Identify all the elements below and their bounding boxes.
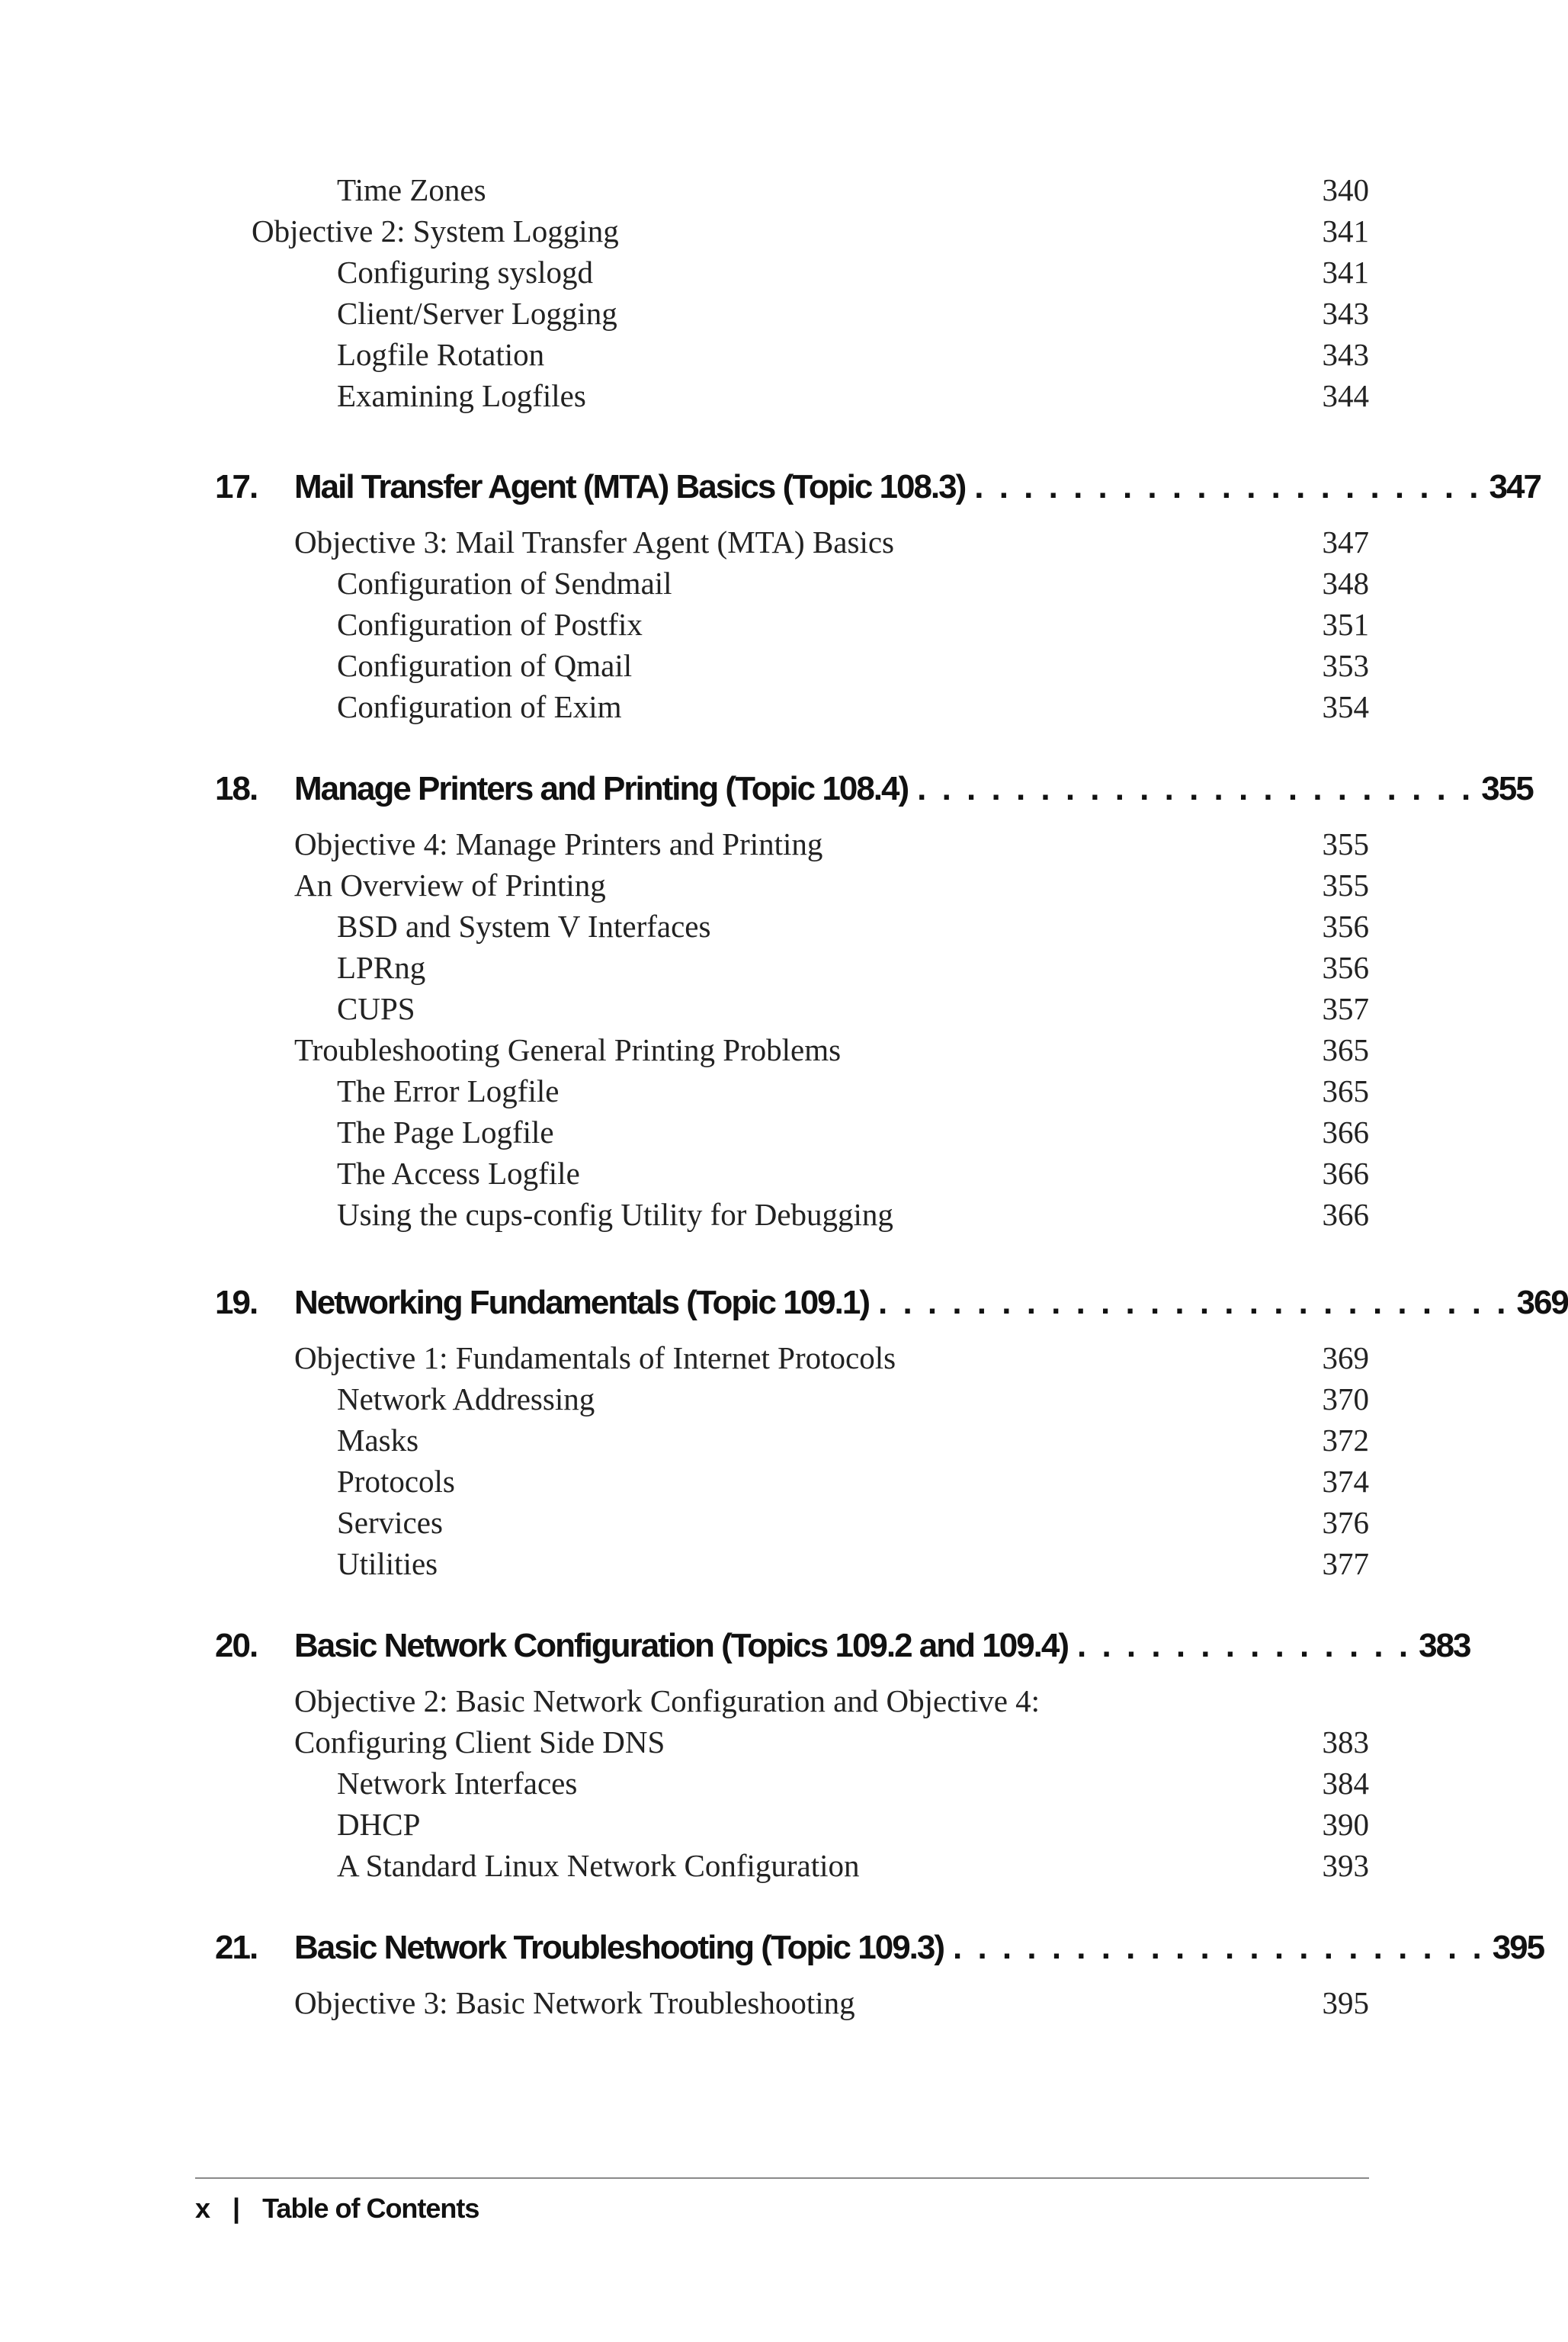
chapter-number: 17. [215,468,258,505]
chapter-title: Basic Network Configuration (Topics 109.2 and 109.4) [294,1627,1069,1664]
chapter-heading[interactable] [215,468,1541,521]
toc-entry-page: 343 [1322,337,1369,372]
toc-entry-page: 356 [1322,909,1369,944]
toc-entry[interactable] [294,252,1369,293]
toc-entry[interactable] [294,1461,1369,1502]
toc-entry-label: An Overview of Printing [294,868,606,903]
toc-entry-page: 357 [1322,991,1369,1026]
chapter-number: 20. [215,1627,258,1664]
chapter-entries [294,521,1369,727]
toc-continuation [252,169,1369,416]
toc-entry[interactable] [294,1029,1369,1070]
toc-entry-label: CUPS [337,991,415,1026]
toc-entry-label: Protocols [337,1464,455,1499]
toc-entry-page: 383 [1322,1724,1369,1760]
chapter-heading[interactable] [215,770,1533,823]
toc-entry-page: 354 [1322,689,1369,724]
chapter-18 [215,770,1533,1235]
toc-entry-label: DHCP [337,1807,421,1842]
toc-entry-label: Objective 1: Fundamentals of Internet Protocols [294,1340,896,1375]
toc-entry-label: The Page Logfile [337,1115,554,1150]
toc-entry-page: 355 [1322,868,1369,903]
footer-separator: | [232,2193,240,2224]
toc-entry[interactable] [294,1721,1369,1763]
toc-entry[interactable] [294,865,1369,906]
toc-entry-label: Objective 3: Mail Transfer Agent (MTA) Basics [294,525,894,560]
toc-entry-page: 341 [1322,255,1369,290]
toc-entry-page: 374 [1322,1464,1369,1499]
page-footer [195,2193,479,2225]
toc-entry[interactable] [294,1763,1369,1804]
chapter-heading[interactable] [215,1929,1544,1982]
toc-entry-label: Services [337,1505,443,1540]
toc-entry-page: 369 [1322,1340,1369,1375]
toc-entry-page: 341 [1322,213,1369,249]
toc-entry-page: 372 [1322,1423,1369,1458]
toc-entry[interactable] [252,210,1369,252]
toc-entry-page: 356 [1322,950,1369,985]
toc-entry-label: Configuring Client Side DNS [294,1724,665,1760]
toc-entry-page: 355 [1322,826,1369,861]
chapter-title: Mail Transfer Agent (MTA) Basics (Topic 108.3) [294,468,966,505]
toc-entry-label: Configuration of Qmail [337,648,633,683]
toc-entry[interactable] [294,823,1369,865]
chapter-19 [215,1284,1568,1584]
toc-entry-label: The Error Logfile [337,1073,560,1108]
chapter-entries [294,823,1369,1235]
dot-leader: . . . . . . . . . . . . . . . . . . . . . . . . . . [878,1284,1509,1321]
chapter-title: Networking Fundamentals (Topic 109.1) [294,1284,869,1321]
toc-entry-page: 366 [1322,1115,1369,1150]
toc-entry-page: 393 [1322,1848,1369,1883]
chapter-number: 21. [215,1929,258,1966]
chapter-title: Basic Network Troubleshooting (Topic 109.3) [294,1929,944,1966]
toc-entry[interactable] [294,1543,1369,1584]
toc-entry-label: BSD and System V Interfaces [337,909,711,944]
toc-entry-page: 365 [1322,1032,1369,1067]
toc-entry-label: Objective 2: System Logging [252,213,619,249]
chapter-title: Manage Printers and Printing (Topic 108.4) [294,770,909,807]
toc-entry-label: Using the cups-config Utility for Debugging [337,1197,893,1232]
toc-entry-label: LPRng [337,950,426,985]
chapter-heading[interactable] [215,1284,1568,1337]
toc-entry[interactable] [294,1982,1369,2023]
chapter-page: 347 [1489,468,1541,505]
dot-leader: . . . . . . . . . . . . . . [1077,1627,1412,1664]
toc-entry[interactable] [294,604,1369,645]
chapter-20 [215,1627,1470,1886]
toc-entry[interactable] [294,1070,1369,1112]
toc-entry-page: 366 [1322,1156,1369,1191]
chapter-entries [294,1337,1369,1584]
toc-entry-page: 340 [1322,172,1369,207]
toc-entry[interactable] [294,686,1369,727]
toc-entry-label: Configuration of Postfix [337,607,643,642]
toc-entry[interactable] [294,563,1369,604]
chapter-number: 18. [215,770,258,807]
toc-entry-label: Configuration of Exim [337,689,622,724]
toc-entry-label: Troubleshooting General Printing Problems [294,1032,842,1067]
toc-entry[interactable] [294,988,1369,1029]
toc-entry-label: Network Addressing [337,1381,595,1416]
toc-entry-page: 384 [1322,1766,1369,1801]
toc-entry[interactable] [294,1845,1369,1886]
chapter-21 [215,1929,1544,2023]
toc-entry-label: Configuring syslogd [337,255,593,290]
toc-entry[interactable] [294,1680,1369,1721]
toc-entry-page: 390 [1322,1807,1369,1842]
page-number: x [195,2193,210,2224]
toc-entry-page: 376 [1322,1505,1369,1540]
dot-leader: . . . . . . . . . . . . . . . . . . . . . [974,468,1482,505]
toc-entry-label: The Access Logfile [337,1156,580,1191]
dot-leader: . . . . . . . . . . . . . . . . . . . . . . [953,1929,1485,1966]
toc-entry[interactable] [294,1420,1369,1461]
footer-rule [195,2177,1369,2179]
toc-entry[interactable] [294,1378,1369,1420]
toc-entry-label: Utilities [337,1546,438,1581]
toc-entry-page: 343 [1322,296,1369,331]
chapter-number: 19. [215,1284,258,1321]
toc-entry-page: 395 [1322,1985,1369,2020]
toc-entry-label: Network Interfaces [337,1766,578,1801]
toc-entry-label: Logfile Rotation [337,337,545,372]
toc-entry[interactable] [294,375,1369,416]
toc-entry-page: 347 [1322,525,1369,560]
toc-entry[interactable] [294,293,1369,334]
toc-entry-label: Objective 4: Manage Printers and Printing [294,826,823,861]
toc-entry-page: 348 [1322,566,1369,601]
toc-entry-page: 366 [1322,1197,1369,1232]
toc-entry-label: Objective 3: Basic Network Troubleshooting [294,1985,855,2020]
toc-entry-page: 344 [1322,378,1369,413]
chapter-page: 383 [1419,1627,1470,1664]
toc-entry-label: A Standard Linux Network Configuration [337,1848,860,1883]
toc-entry[interactable] [294,169,1369,210]
toc-entry-page: 353 [1322,648,1369,683]
toc-entry[interactable] [294,334,1369,375]
toc-entry[interactable] [294,521,1369,563]
toc-entry-label: Time Zones [337,172,486,207]
dot-leader: . . . . . . . . . . . . . . . . . . . . . . . [917,770,1474,807]
toc-entry-label: Configuration of Sendmail [337,566,672,601]
toc-entry[interactable] [294,1804,1369,1845]
toc-entry[interactable] [294,1194,1369,1235]
toc-entry[interactable] [294,1502,1369,1543]
toc-entry[interactable] [294,947,1369,988]
chapter-17 [215,468,1541,727]
toc-entry[interactable] [294,906,1369,947]
toc-entry-label: Masks [337,1423,419,1458]
footer-section-title: Table of Contents [262,2193,479,2224]
chapter-entries [294,1680,1369,1886]
toc-entry-label: Objective 2: Basic Network Configuration and Objective 4: [294,1683,1041,1718]
chapter-heading[interactable] [215,1627,1470,1680]
chapter-page: 355 [1481,770,1533,807]
toc-entry[interactable] [294,645,1369,686]
toc-entry[interactable] [294,1112,1369,1153]
toc-entry[interactable] [294,1153,1369,1194]
toc-entry[interactable] [294,1337,1369,1378]
toc-entry-page: 377 [1322,1546,1369,1581]
toc-entry-page: 351 [1322,607,1369,642]
chapter-page: 395 [1492,1929,1544,1966]
toc-entry-page: 370 [1322,1381,1369,1416]
chapter-entries [294,1982,1369,2023]
toc-entry-label: Examining Logfiles [337,378,586,413]
toc-entry-label: Client/Server Logging [337,296,617,331]
toc-entry-page: 365 [1322,1073,1369,1108]
chapter-page: 369 [1516,1284,1568,1321]
